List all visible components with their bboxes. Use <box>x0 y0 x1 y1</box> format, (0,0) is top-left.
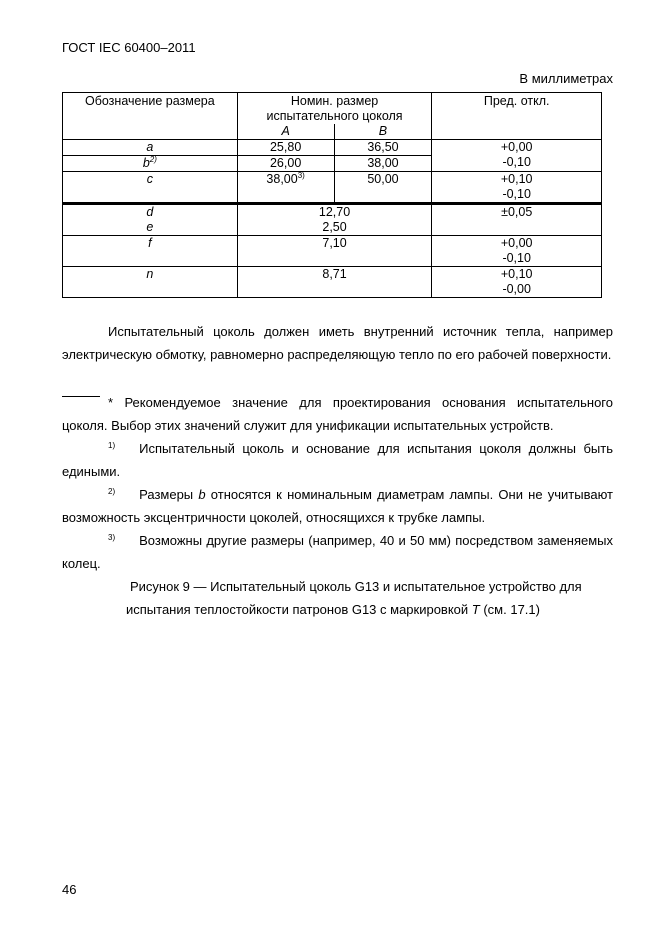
footnote-star: * Рекомендуемое значение для проектирования основания испытательного цоколя. Выбор этих значений служит для унификации испытательных устройств. <box>62 395 613 433</box>
table-row <box>63 140 602 156</box>
cell-tolerance <box>432 236 602 267</box>
cell-tolerance-upper: +0,00 <box>500 236 533 250</box>
footnote-1-text: Испытательный цоколь и основание для испытания цоколя должны быть едиными. <box>62 441 613 479</box>
value-text: 38,00 <box>266 172 298 186</box>
header-designation: Обозначение размера <box>63 93 238 140</box>
caption-line-2-pre: испытания теплостойкости патронов G13 с маркировкой <box>126 602 472 617</box>
value-e: 2,50 <box>322 220 347 234</box>
footnote-1-mark: 1) <box>108 440 116 450</box>
cell-tolerance-lower: -0,10 <box>502 187 531 201</box>
subheader-a: A <box>237 124 334 140</box>
footnote-3 <box>62 529 613 575</box>
document-code: ГОСТ IEC 60400–2011 <box>62 40 196 55</box>
table-row <box>63 267 602 298</box>
cell-tolerance <box>432 172 602 204</box>
footnote-ref: 2) <box>149 154 157 164</box>
footnote-2-text-post: относятся к номинальным диаметрам лампы. Они не учитывают возможность эксцентричности цоколей, относящихся к трубке лампы. <box>62 487 614 525</box>
footnote-1 <box>62 437 613 483</box>
header-nominal <box>237 93 432 125</box>
footnote-2-text-pre: Размеры <box>139 487 199 502</box>
cell-designation: c <box>63 172 238 204</box>
caption-line-2 <box>126 598 606 621</box>
table-row <box>63 172 602 204</box>
cell-tolerance-lower: -0,10 <box>502 251 531 265</box>
caption-line-1: Рисунок 9 — Испытательный цоколь G13 и испытательное устройство для <box>130 579 582 594</box>
table-header-row <box>63 93 602 125</box>
cell-tolerance-lower: -0,10 <box>502 155 531 169</box>
footnote-3-text: Возможны другие размеры (например, 40 и 50 мм) посредством заменяемых колец. <box>62 533 613 571</box>
cell-value: 7,10 <box>237 236 432 267</box>
table-row <box>63 204 602 236</box>
designation-d: d <box>146 205 154 219</box>
body-paragraph: Испытательный цоколь должен иметь внутренний источник тепла, например электрическую обмотку, равномерно распределяющую тепло по его рабочей поверхности. <box>62 324 613 362</box>
cell-tolerance: ±0,05 <box>432 204 602 236</box>
figure-caption <box>126 575 606 621</box>
designation-e: e <box>146 220 154 234</box>
cell-a: 25,80 <box>237 140 334 156</box>
header-nominal-line1: Номин. размер <box>290 94 379 108</box>
designation-text: b <box>142 156 150 170</box>
cell-designation: n <box>63 267 238 298</box>
footnote-3-mark: 3) <box>108 532 116 542</box>
value-d: 12,70 <box>318 205 351 219</box>
caption-line-2-post: (см. 17.1) <box>479 602 540 617</box>
cell-designation: f <box>63 236 238 267</box>
page-number: 46 <box>62 882 77 897</box>
cell-b: 50,00 <box>334 172 432 204</box>
footnote-2-variable: b <box>198 487 206 502</box>
cell-designation: a <box>63 140 238 156</box>
cell-designation <box>63 204 238 236</box>
footnote-ref: 3) <box>297 170 305 180</box>
header-nominal-line2: испытательного цоколя <box>266 109 403 123</box>
cell-value: 8,71 <box>237 267 432 298</box>
cell-value <box>237 204 432 236</box>
cell-tolerance-upper: +0,10 <box>500 267 533 281</box>
dimensions-table <box>62 92 602 298</box>
cell-b: 38,00 <box>334 156 432 172</box>
cell-a <box>237 172 334 204</box>
cell-tolerance-upper: +0,00 <box>500 140 533 154</box>
cell-designation <box>63 156 238 172</box>
cell-tolerance <box>432 140 602 172</box>
cell-tolerance-upper: +0,10 <box>500 172 533 186</box>
header-tolerance: Пред. откл. <box>432 93 602 140</box>
caption-variable: T <box>471 602 480 617</box>
cell-tolerance-lower: -0,00 <box>502 282 531 296</box>
cell-tolerance <box>432 267 602 298</box>
table-row <box>63 236 602 267</box>
units-note: В миллиметрах <box>519 71 613 86</box>
footnote-2-mark: 2) <box>108 486 116 496</box>
footnote-2 <box>62 483 613 529</box>
subheader-b: B <box>334 124 432 140</box>
cell-b: 36,50 <box>334 140 432 156</box>
cell-a: 26,00 <box>237 156 334 172</box>
